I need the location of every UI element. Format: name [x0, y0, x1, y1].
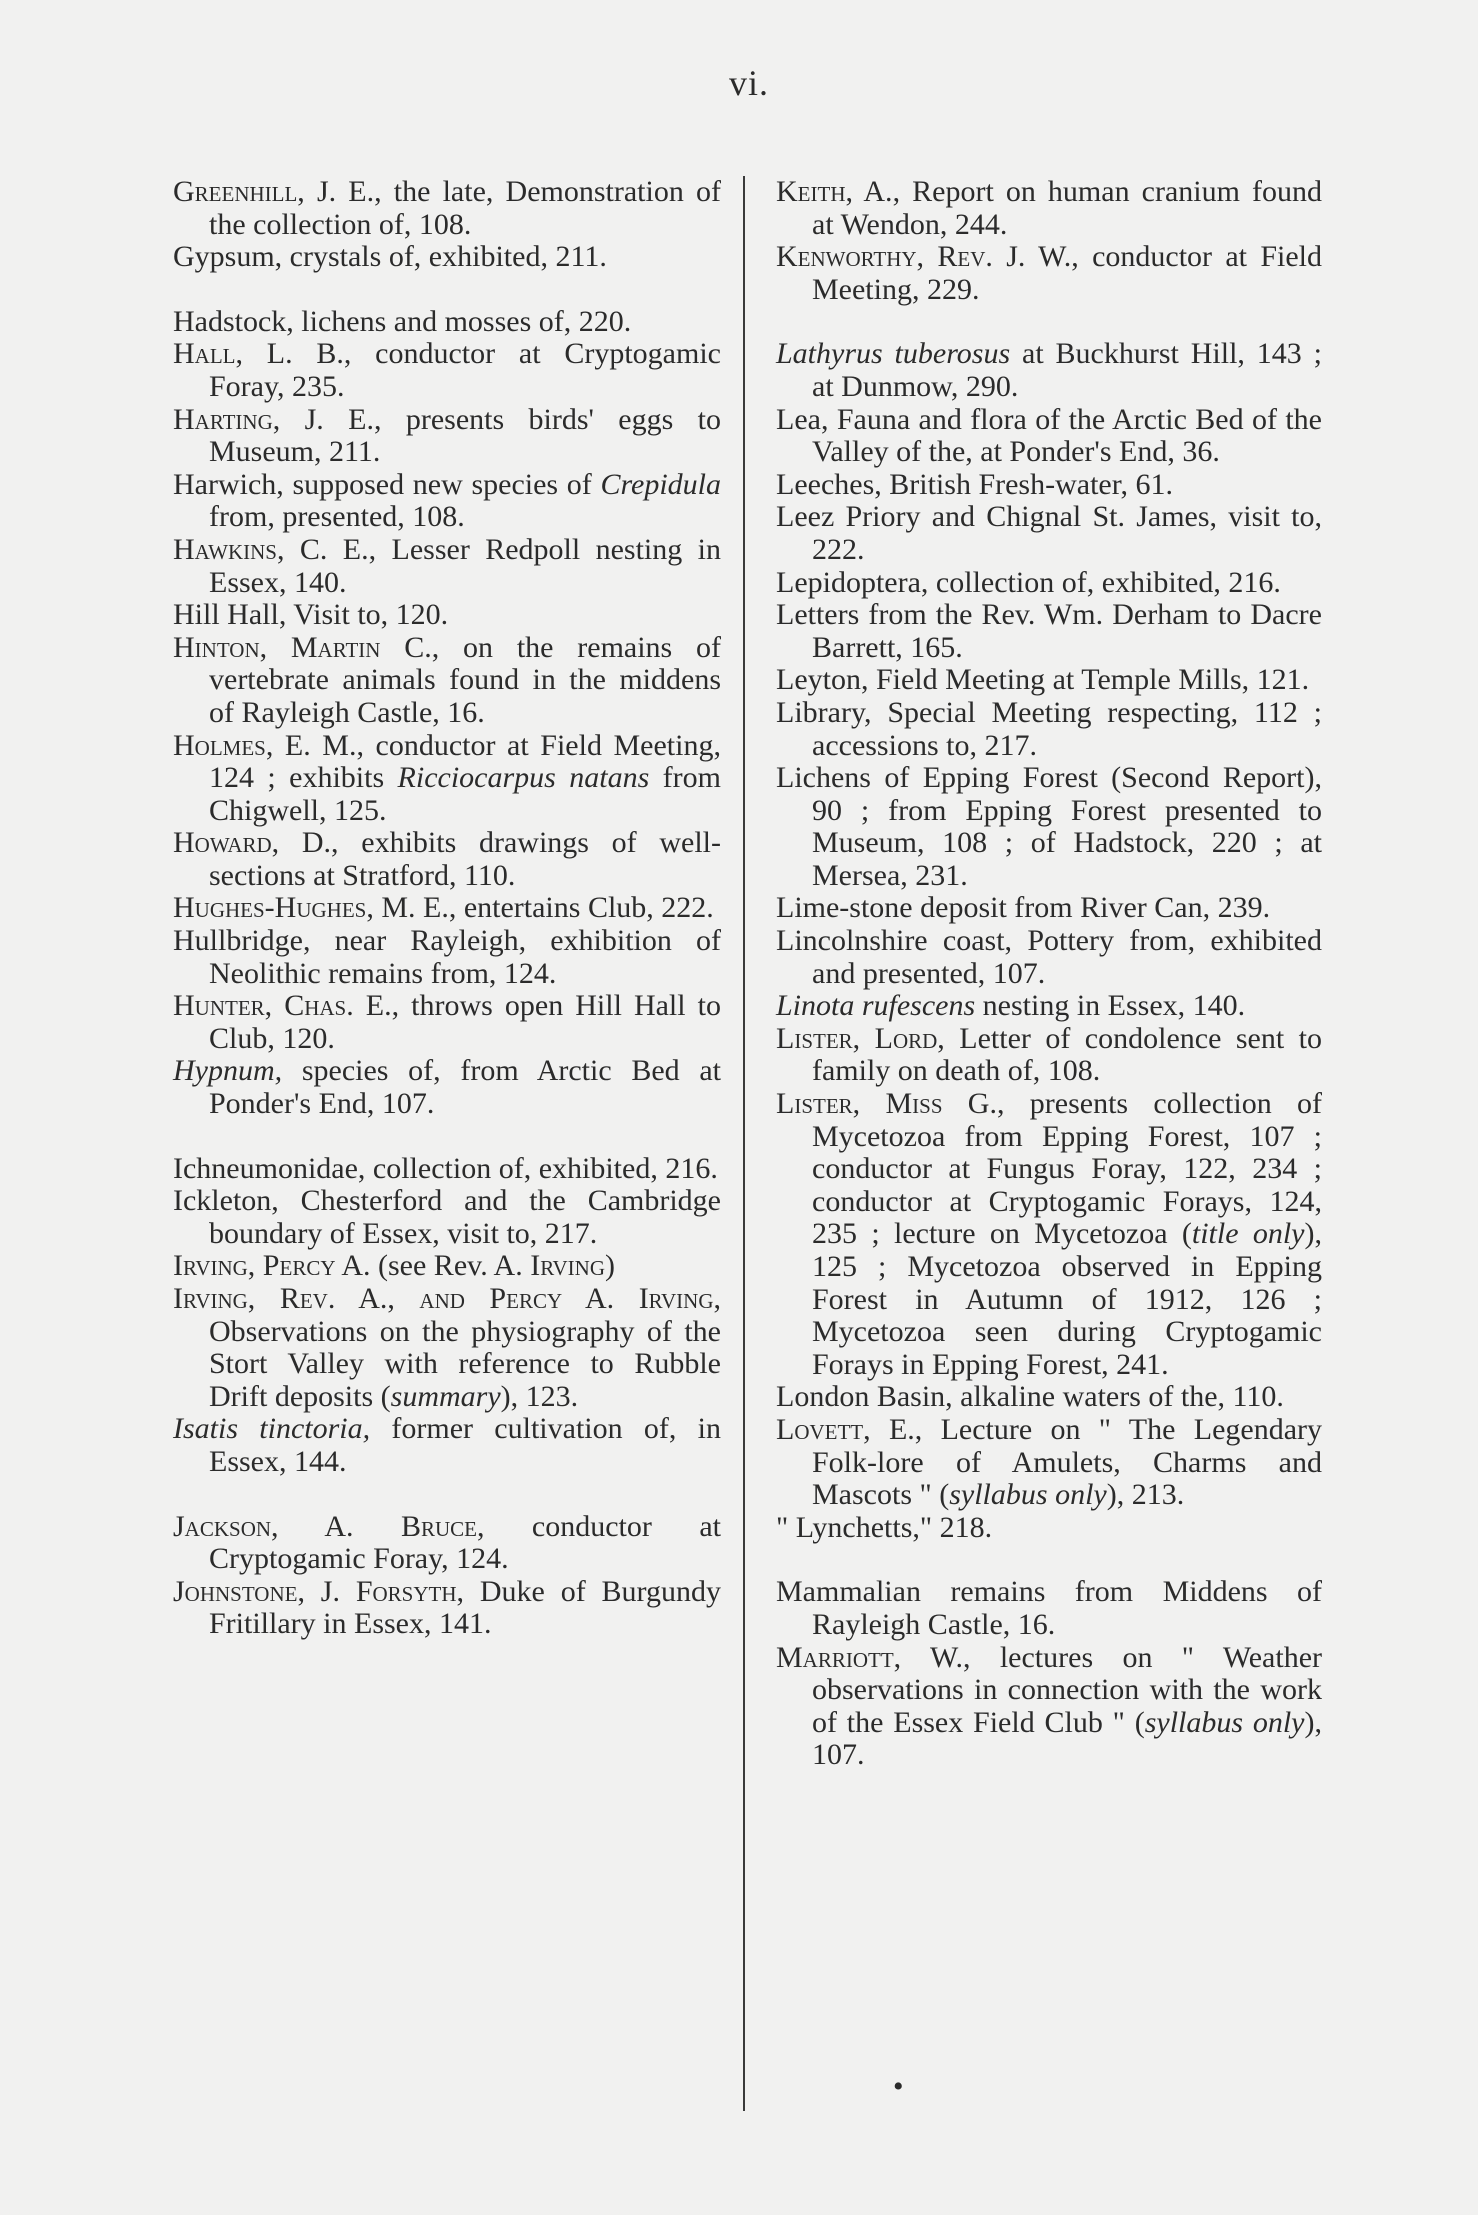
- entry-italic: Crepidula: [600, 467, 721, 501]
- entry-text: Hullbridge, near Rayleigh, exhibition of Neolithic remains from, 124.: [173, 924, 721, 990]
- entry-text: Mammalian remains from Middens of Rayleigh Castle, 16.: [776, 1575, 1322, 1641]
- entry-head: Hinton, Martin C.: [173, 630, 432, 664]
- entry-head: Lovett, E.: [776, 1412, 915, 1446]
- entry-tail: ), 125 ; Mycetozoa observed in Epping Forest in Autumn of 1912, 126 ; Mycetozoa seen during Cryptogamic Forays in Epping Forest, 241.: [812, 1217, 1322, 1381]
- index-entry-harting: [173, 404, 721, 469]
- index-entry-greenhill: [173, 176, 721, 241]
- index-entry-ichneumonidae: [173, 1153, 721, 1186]
- entry-italic: syllabus only: [949, 1478, 1107, 1512]
- entry-text: Lime-stone deposit from River Can, 239.: [776, 891, 1271, 925]
- index-entry-leeches: [776, 469, 1322, 502]
- entry-text: Library, Special Meeting respecting, 112 ; accessions to, 217.: [776, 695, 1322, 762]
- entry-text: , presents birds' eggs to Museum, 211.: [209, 402, 721, 469]
- index-entry-lime-stone: [776, 892, 1322, 925]
- index-entry-lichens: [776, 762, 1322, 892]
- entry-head: Irving, Rev. A., and Percy A. Irving: [173, 1282, 714, 1315]
- entry-text: , conductor at Field Meeting, 124 ; exhibits: [209, 728, 721, 795]
- entry-text: , entertains Club, 222.: [448, 891, 714, 925]
- entry-head: Holmes, E. M.: [173, 728, 357, 762]
- index-entry-hughes-hughes: [173, 892, 721, 925]
- index-entry-hinton: [173, 632, 721, 730]
- entry-italic: summary: [390, 1379, 501, 1413]
- entry-text: (see Rev. A.: [370, 1249, 531, 1283]
- index-entry-howard: [173, 827, 721, 892]
- index-entry-ickleton: [173, 1185, 721, 1250]
- index-entry-johnstone: [173, 1576, 721, 1641]
- index-entry-mammalian: [776, 1576, 1322, 1641]
- entry-text: , lectures on " Weather observations in connection with the work of the Essex Field Club " (: [812, 1640, 1322, 1739]
- entry-tail: ), 107.: [812, 1705, 1322, 1772]
- entry-text: Leyton, Field Meeting at Temple Mills, 121.: [776, 663, 1310, 697]
- entry-head: Hughes-Hughes, M. E.: [173, 891, 449, 925]
- entry-text: Gypsum, crystals of, exhibited, 211.: [173, 240, 607, 274]
- entry-text: Hadstock, lichens and mosses of, 220.: [173, 304, 632, 338]
- entry-text: , Observations on the physiography of the Stort Valley with reference to Rubble Drift deposits (: [209, 1282, 721, 1413]
- entry-text: , throws open Hill Hall to Club, 120.: [209, 989, 721, 1055]
- entry-head: Kenworthy, Rev. J. W.: [776, 240, 1072, 274]
- entry-tail: from, presented, 108.: [209, 500, 465, 534]
- entry-text: Ickleton, Chesterford and the Cambridge boundary of Essex, visit to, 217.: [173, 1184, 721, 1250]
- section-gap: [173, 1121, 721, 1153]
- index-entry-lynchetts: [776, 1512, 1322, 1545]
- index-entry-irving-rev: [173, 1283, 721, 1413]
- entry-text: Hill Hall, Visit to, 120.: [173, 598, 449, 632]
- index-entry-irving-percy: [173, 1250, 721, 1283]
- index-entry-holmes: [173, 730, 721, 828]
- entry-text: , on the remains of vertebrate animals found in the middens of Rayleigh Castle, 16.: [209, 630, 722, 729]
- entry-tail: ), 213.: [1106, 1478, 1185, 1512]
- index-entry-letters: [776, 599, 1322, 664]
- entry-text: , conductor at Cryptogamic Foray, 235.: [209, 337, 721, 403]
- entry-text: Lincolnshire coast, Pottery from, exhibited and presented, 107.: [776, 924, 1322, 990]
- index-column-left: [173, 176, 721, 1641]
- entry-text: Leeches, British Fresh-water, 61.: [776, 467, 1174, 501]
- entry-text: , conductor at Field Meeting, 229.: [812, 240, 1322, 306]
- entry-head: Jackson, A. Bruce: [173, 1509, 477, 1543]
- entry-tail: nesting in Essex, 140.: [975, 989, 1246, 1023]
- column-divider: [743, 176, 745, 2111]
- entry-head-secondary: Irving: [530, 1249, 606, 1283]
- index-entry-hypnum: [173, 1055, 721, 1120]
- entry-head: Hunter, Chas. E.: [173, 989, 392, 1023]
- section-gap: [173, 274, 721, 306]
- entry-head: Lister, Miss G.: [776, 1087, 997, 1121]
- index-entry-linota: [776, 990, 1322, 1023]
- entry-text: , Letter of condolence sent to family on death of, 108.: [812, 1021, 1322, 1088]
- index-entry-lathyrus: [776, 338, 1322, 403]
- entry-text: Ichneumonidae, collection of, exhibited, 216.: [173, 1151, 718, 1185]
- entry-tail: ), 123.: [500, 1379, 579, 1413]
- entry-head: Howard, D.: [173, 826, 332, 860]
- entry-italic: title only: [1191, 1217, 1305, 1251]
- entry-text: , exhibits drawings of well-sections at Stratford, 110.: [209, 826, 722, 892]
- index-entry-lepidoptera: [776, 567, 1322, 600]
- index-column-right: [776, 176, 1322, 1772]
- entry-text: London Basin, alkaline waters of the, 110.: [776, 1380, 1284, 1414]
- index-entry-kenworthy: [776, 241, 1322, 306]
- entry-text: Lichens of Epping Forest (Second Report), 90 ; from Epping Forest presented to Museum, 108 ; of Hadstock, 220 ; at Mersea, 231.: [776, 761, 1322, 892]
- index-entry-jackson: [173, 1511, 721, 1576]
- index-entry-hall: [173, 338, 721, 403]
- section-gap: [173, 1479, 721, 1511]
- entry-text: Letters from the Rev. Wm. Derham to Dacre Barrett, 165.: [776, 598, 1322, 664]
- entry-italic: Hypnum,: [173, 1054, 283, 1088]
- entry-text: , the late, Demonstration of the collection of, 108.: [209, 175, 721, 241]
- entry-head: Keith, A.: [776, 175, 893, 208]
- entry-head: Johnstone, J. Forsyth: [173, 1574, 457, 1608]
- entry-italic: Linota rufescens: [776, 989, 976, 1023]
- entry-text: Lea, Fauna and flora of the Arctic Bed of the Valley of the, at Ponder's End, 36.: [776, 402, 1322, 469]
- entry-text: " Lynchetts," 218.: [776, 1510, 993, 1544]
- index-entry-lovett: [776, 1414, 1322, 1512]
- index-entry-hadstock: [173, 306, 721, 339]
- index-entry-london-basin: [776, 1381, 1322, 1414]
- index-entry-lea: [776, 404, 1322, 469]
- entry-italic: Isatis tinctoria,: [173, 1412, 371, 1446]
- entry-italic: Ricciocarpus natans: [397, 761, 650, 795]
- entry-tail: from Chigwell, 125.: [209, 761, 721, 827]
- print-mark: •: [893, 2070, 904, 2103]
- entry-head: Greenhill, J. E.: [173, 175, 375, 208]
- entry-text: Leez Priory and Chignal St. James, visit to, 222.: [776, 500, 1322, 566]
- entry-text: , Duke of Burgundy Fritillary in Essex, 141.: [209, 1574, 722, 1641]
- index-entry-gypsum: [173, 241, 721, 274]
- index-entry-lister-miss: [776, 1088, 1322, 1381]
- index-entry-library: [776, 697, 1322, 762]
- entry-text: , conductor at Cryptogamic Foray, 124.: [209, 1509, 721, 1576]
- section-gap: [776, 306, 1322, 338]
- index-entry-hunter: [173, 990, 721, 1055]
- index-entry-hill-hall: [173, 599, 721, 632]
- entry-head: Hall, L. B.: [173, 337, 344, 371]
- entry-text: , Report on human cranium found at Wendon, 244.: [812, 175, 1322, 241]
- index-entry-hullbridge: [173, 925, 721, 990]
- entry-text: , presents collection of Mycetozoa from Epping Forest, 107 ; conductor at Fungus Foray, 122, 234 ; conductor at Cryptogamic Forays, 124, 235 ; lecture on Mycetozoa (: [812, 1087, 1322, 1251]
- entry-text: Harwich, supposed new species of: [173, 467, 601, 501]
- page-number: vi.: [728, 63, 769, 103]
- index-entry-lister-lord: [776, 1023, 1322, 1088]
- entry-tail: former cultivation of, in Essex, 144.: [209, 1412, 721, 1478]
- entry-tail: species of, from Arctic Bed at Ponder's End, 107.: [209, 1054, 721, 1121]
- entry-tail: at Buckhurst Hill, 143 ; at Dunmow, 290.: [812, 337, 1322, 403]
- index-entry-isatis: [173, 1413, 721, 1478]
- entry-text: Lepidoptera, collection of, exhibited, 216.: [776, 565, 1281, 599]
- entry-head: Harting, J. E.: [173, 402, 374, 436]
- index-entry-leez: [776, 501, 1322, 566]
- index-entry-harwich: [173, 469, 721, 534]
- entry-head: Irving, Percy A.: [173, 1249, 371, 1283]
- entry-text: , Lecture on " The Legendary Folk-lore of Amulets, Charms and Mascots " (: [812, 1412, 1323, 1512]
- index-entry-lincolnshire: [776, 925, 1322, 990]
- entry-tail: ): [605, 1249, 616, 1283]
- entry-italic: syllabus only: [1144, 1705, 1305, 1739]
- index-entry-hawkins: [173, 534, 721, 599]
- index-entry-marriott: [776, 1642, 1322, 1772]
- entry-head: Marriott, W.: [776, 1640, 964, 1674]
- entry-italic: Lathyrus tuberosus: [776, 337, 1011, 371]
- entry-head: Lister, Lord: [776, 1021, 938, 1055]
- index-entry-leyton: [776, 664, 1322, 697]
- section-gap: [776, 1544, 1322, 1576]
- entry-head: Hawkins, C. E.: [173, 532, 369, 566]
- index-entry-keith: [776, 176, 1322, 241]
- entry-text: , Lesser Redpoll nesting in Essex, 140.: [209, 532, 721, 599]
